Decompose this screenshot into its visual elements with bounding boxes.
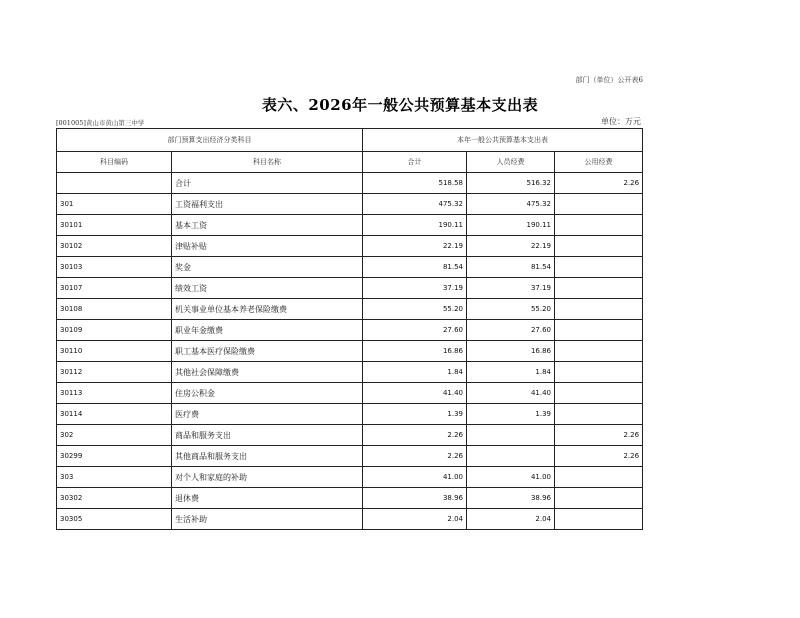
cell-name: 对个人和家庭的补助: [172, 467, 363, 488]
cell-personnel: 190.11: [467, 215, 555, 236]
cell-personnel: 41.40: [467, 383, 555, 404]
cell-code: 30305: [57, 509, 172, 530]
unit-line: [56, 118, 641, 128]
cell-public: [555, 383, 643, 404]
header-economic-classification: 部门预算支出经济分类科目: [57, 129, 363, 152]
cell-public: [555, 404, 643, 425]
cell-total: 2.26: [363, 446, 467, 467]
cell-code: 30108: [57, 299, 172, 320]
cell-name: 绩效工资: [172, 278, 363, 299]
cell-personnel: 27.60: [467, 320, 555, 341]
cell-total: 81.54: [363, 257, 467, 278]
cell-name: 合计: [172, 173, 363, 194]
cell-code: 301: [57, 194, 172, 215]
cell-total: 38.96: [363, 488, 467, 509]
cell-name: 津贴补贴: [172, 236, 363, 257]
cell-code: 30113: [57, 383, 172, 404]
unit-name: [001005]黄山市黄山第三中学: [56, 119, 145, 127]
cell-total: 55.20: [363, 299, 467, 320]
column-header-public: 公用经费: [555, 152, 643, 173]
cell-total: 37.19: [363, 278, 467, 299]
table-row: [57, 425, 643, 446]
cell-code: 302: [57, 425, 172, 446]
cell-name: 其他社会保障缴费: [172, 362, 363, 383]
column-header-total: 合计: [363, 152, 467, 173]
table-row: [57, 299, 643, 320]
cell-name: 基本工资: [172, 215, 363, 236]
cell-code: [57, 173, 172, 194]
cell-personnel: 2.04: [467, 509, 555, 530]
table-row: [57, 467, 643, 488]
table-row: [57, 236, 643, 257]
cell-code: 30302: [57, 488, 172, 509]
header-basic-expenditure: 本年一般公共预算基本支出表: [363, 129, 643, 152]
cell-total: 2.04: [363, 509, 467, 530]
cell-code: 30110: [57, 341, 172, 362]
cell-total: 41.00: [363, 467, 467, 488]
table-row: [57, 383, 643, 404]
table-row: [57, 362, 643, 383]
cell-personnel: 475.32: [467, 194, 555, 215]
column-header-name: 科目名称: [172, 152, 363, 173]
cell-name: 其他商品和服务支出: [172, 446, 363, 467]
table-row: [57, 404, 643, 425]
table-row: [57, 341, 643, 362]
cell-personnel: [467, 425, 555, 446]
column-header-code: 科目编码: [57, 152, 172, 173]
cell-public: [555, 341, 643, 362]
table-row: [57, 509, 643, 530]
cell-name: 职工基本医疗保险缴费: [172, 341, 363, 362]
cell-name: 住房公积金: [172, 383, 363, 404]
cell-code: 30114: [57, 404, 172, 425]
table-row: [57, 194, 643, 215]
table-row: [57, 320, 643, 341]
cell-personnel: 1.39: [467, 404, 555, 425]
cell-total: 2.26: [363, 425, 467, 446]
table-row: [57, 488, 643, 509]
column-header-personnel: 人员经费: [467, 152, 555, 173]
cell-public: [555, 194, 643, 215]
cell-code: 30107: [57, 278, 172, 299]
budget-table: [56, 128, 643, 530]
cell-code: 30299: [57, 446, 172, 467]
cell-public: [555, 236, 643, 257]
cell-code: 30112: [57, 362, 172, 383]
cell-total: 518.58: [363, 173, 467, 194]
cell-code: 30103: [57, 257, 172, 278]
table-row: [57, 215, 643, 236]
cell-name: 商品和服务支出: [172, 425, 363, 446]
cell-code: 30101: [57, 215, 172, 236]
table-row: [57, 173, 643, 194]
table-row: [57, 446, 643, 467]
table-number-tag: 部门（单位）公开表6: [575, 76, 643, 84]
cell-personnel: 81.54: [467, 257, 555, 278]
cell-personnel: 38.96: [467, 488, 555, 509]
table-body: [57, 173, 643, 530]
cell-personnel: 41.00: [467, 467, 555, 488]
cell-public: [555, 278, 643, 299]
cell-code: 30109: [57, 320, 172, 341]
cell-public: [555, 299, 643, 320]
cell-name: 机关事业单位基本养老保险缴费: [172, 299, 363, 320]
header-row-group: [57, 129, 643, 152]
table-row: [57, 278, 643, 299]
cell-total: 475.32: [363, 194, 467, 215]
cell-personnel: 516.32: [467, 173, 555, 194]
cell-personnel: [467, 446, 555, 467]
cell-total: 22.19: [363, 236, 467, 257]
cell-public: [555, 467, 643, 488]
header-row-columns: [57, 152, 643, 173]
cell-public: [555, 509, 643, 530]
cell-public: [555, 215, 643, 236]
cell-name: 医疗费: [172, 404, 363, 425]
page-title: 表六、2026年一般公共预算基本支出表: [261, 96, 539, 114]
cell-personnel: 55.20: [467, 299, 555, 320]
table-row: [57, 257, 643, 278]
cell-code: 30102: [57, 236, 172, 257]
cell-personnel: 22.19: [467, 236, 555, 257]
cell-public: [555, 488, 643, 509]
currency-unit: 单位：万元: [601, 117, 641, 126]
cell-personnel: 37.19: [467, 278, 555, 299]
cell-name: 职业年金缴费: [172, 320, 363, 341]
cell-public: 2.26: [555, 173, 643, 194]
cell-name: 退休费: [172, 488, 363, 509]
cell-code: 303: [57, 467, 172, 488]
cell-public: 2.26: [555, 425, 643, 446]
cell-total: 41.40: [363, 383, 467, 404]
cell-public: [555, 362, 643, 383]
cell-name: 奖金: [172, 257, 363, 278]
cell-personnel: 1.84: [467, 362, 555, 383]
cell-total: 190.11: [363, 215, 467, 236]
cell-name: 生活补助: [172, 509, 363, 530]
cell-total: 16.86: [363, 341, 467, 362]
cell-public: 2.26: [555, 446, 643, 467]
cell-personnel: 16.86: [467, 341, 555, 362]
cell-public: [555, 320, 643, 341]
cell-total: 27.60: [363, 320, 467, 341]
cell-total: 1.39: [363, 404, 467, 425]
cell-public: [555, 257, 643, 278]
cell-name: 工资福利支出: [172, 194, 363, 215]
cell-total: 1.84: [363, 362, 467, 383]
